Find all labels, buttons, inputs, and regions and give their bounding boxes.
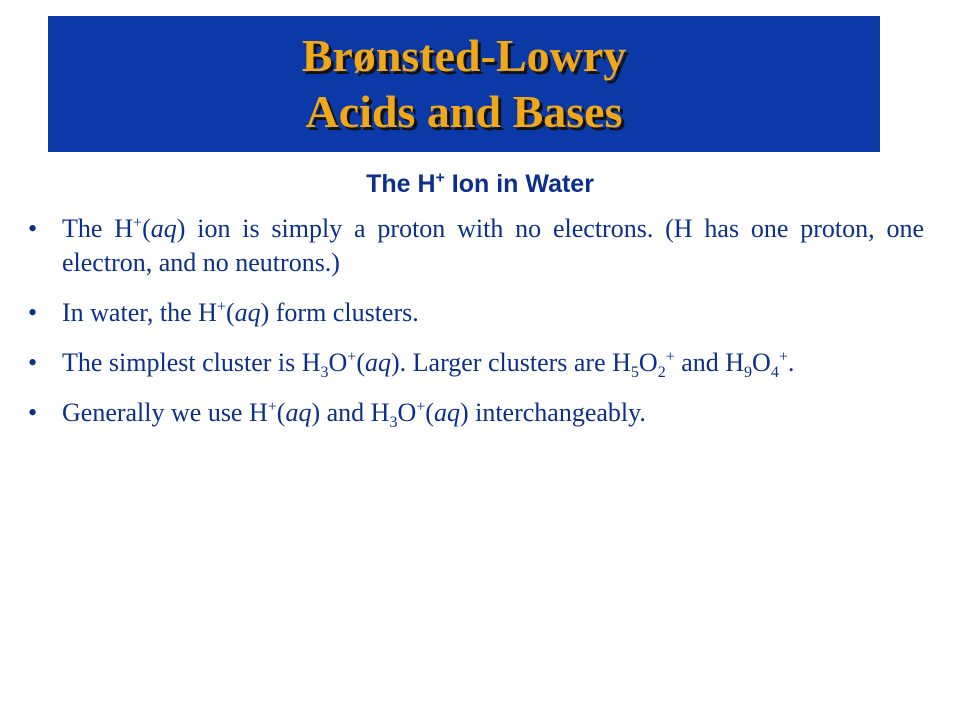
subtitle-text: The H [366,170,436,198]
bullet-3-text: and H [674,348,745,377]
bullet-2-text: ) form clusters. [260,298,419,327]
bullet-3-text: The simplest cluster is H [62,348,321,377]
bullet-3-sub: 2 [657,364,666,382]
bullet-3-sup: + [778,348,788,366]
bullet-3-italic: aq [365,348,391,377]
bullet-3-sup: + [665,348,675,366]
bullet-dot: • [28,398,38,427]
bullet-3-sup: + [347,348,357,366]
bullet-4-text: ( [276,398,286,427]
bullet-1-text: ) ion is simply a proton with no electrons. (H has one proton, one electron, and no neutrons.) [62,214,924,277]
bullet-4-sub: 3 [389,414,398,432]
bullet-1-sup: + [133,214,143,232]
bullet-2-text: ( [225,298,235,327]
bullet-dot: • [28,348,38,377]
bullet-3-text: O [752,348,771,377]
bullet-3-text: O [638,348,658,377]
bullet-2-sup: + [216,298,226,316]
bullet-1-italic: aq [150,214,177,243]
bullet-item-4 [28,396,924,430]
bullet-3-text: . [787,348,795,377]
bullet-2-italic: aq [234,298,261,327]
subtitle-rest: Ion in Water [444,170,594,198]
bullet-3-text: ). Larger clusters are H [391,348,631,377]
bullet-3-sub: 9 [744,364,753,382]
bullet-3-text: O [328,348,348,377]
title-line-2: Acids and Bases [305,86,623,137]
bullet-4-text: ( [425,398,434,427]
bullet-4-sup: + [416,398,426,416]
bullet-item-3 [28,346,924,380]
bullet-dot: • [28,298,38,327]
title-banner [48,16,880,152]
bullet-4-italic: aq [285,398,312,427]
bullet-4-text: Generally we use H [62,398,268,427]
bullet-2-text: In water, the H [62,298,217,327]
bullet-list [28,212,924,446]
subtitle [0,164,960,204]
bullet-item-2 [28,296,924,330]
bullet-4-text: ) interchangeably. [459,398,646,427]
bullet-4-text: O [397,398,417,427]
bullet-3-text: ( [356,348,365,377]
bullet-item-1 [28,212,924,280]
bullet-1-text: The H [62,214,134,243]
title-line-1: Brønsted-Lowry [301,30,627,81]
bullet-4-sup: + [267,398,277,416]
subtitle-sup: + [435,169,445,187]
bullet-3-sub: 5 [630,364,639,382]
bullet-dot: • [28,214,38,243]
bullet-3-sub: 3 [320,364,329,382]
bullet-4-text: ) and H [311,398,390,427]
bullet-3-sub: 4 [770,364,779,382]
bullet-4-italic: aq [433,398,460,427]
bullet-1-text: ( [142,214,151,243]
